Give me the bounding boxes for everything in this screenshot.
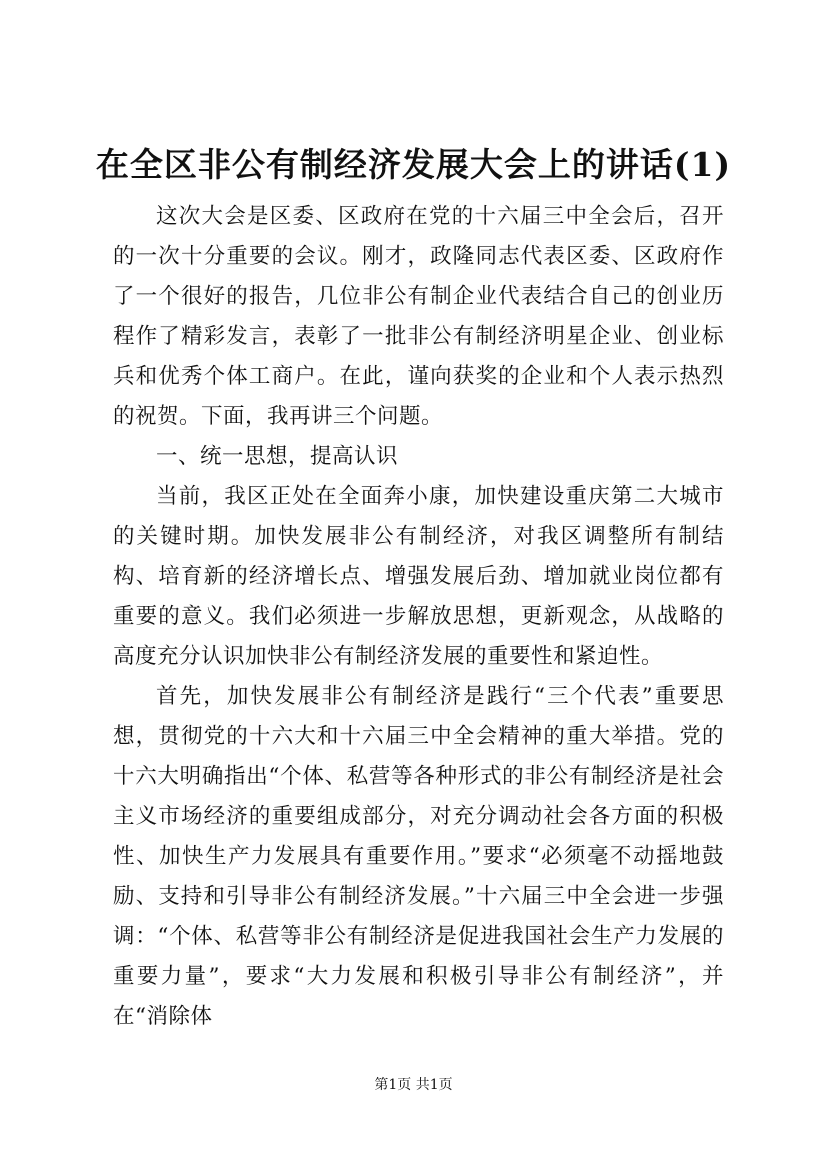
section-heading: 一、统一思想，提高认识	[156, 444, 399, 469]
document-title: 在全区非公有制经济发展大会上的讲话(1)	[95, 145, 732, 184]
document-body	[113, 197, 724, 1037]
paragraph-intro: 这次大会是区委、区政府在党的十六届三中全会后，召开的一次十分重要的会议。刚才，政隆同志代表区委、区政府作了一个很好的报告，几位非公有制企业代表结合自己的创业历程作了精彩发言，表彰了一批非公有制经济明星企业、创业标兵和优秀个体工商户。在此，谨向获奖的企业和个人表示热烈的祝贺。下面，我再讲三个问题。	[113, 204, 724, 429]
paragraph-current-period: 当前，我区正处在全面奔小康，加快建设重庆第二大城市的关键时期。加快发展非公有制经济，对我区调整所有制结构、培育新的经济增长点、增强发展后劲、增加就业岗位都有重要的意义。我们必须进一步解放思想，更新观念，从战略的高度充分认识加快非公有制经济发展的重要性和紧迫性。	[113, 484, 724, 669]
page-number: 第1页 共1页	[374, 1077, 453, 1093]
paragraph-first-point: 首先，加快发展非公有制经济是践行“三个代表”重要思想，贯彻党的十六大和十六届三中全会精神的重大举措。党的十六大明确指出“个体、私营等各种形式的非公有制经济是社会主义市场经济的重要组成部分，对充分调动社会各方面的积极性、加快生产力发展具有重要作用。”要求“必须毫不动摇地鼓励、支持和引导非公有制经济发展。”十六届三中全会进一步强调：“个体、私营等非公有制经济是促进我国社会生产力发展的重要力量”，要求“大力发展和积极引导非公有制经济”，并在“消除体	[113, 684, 724, 1029]
